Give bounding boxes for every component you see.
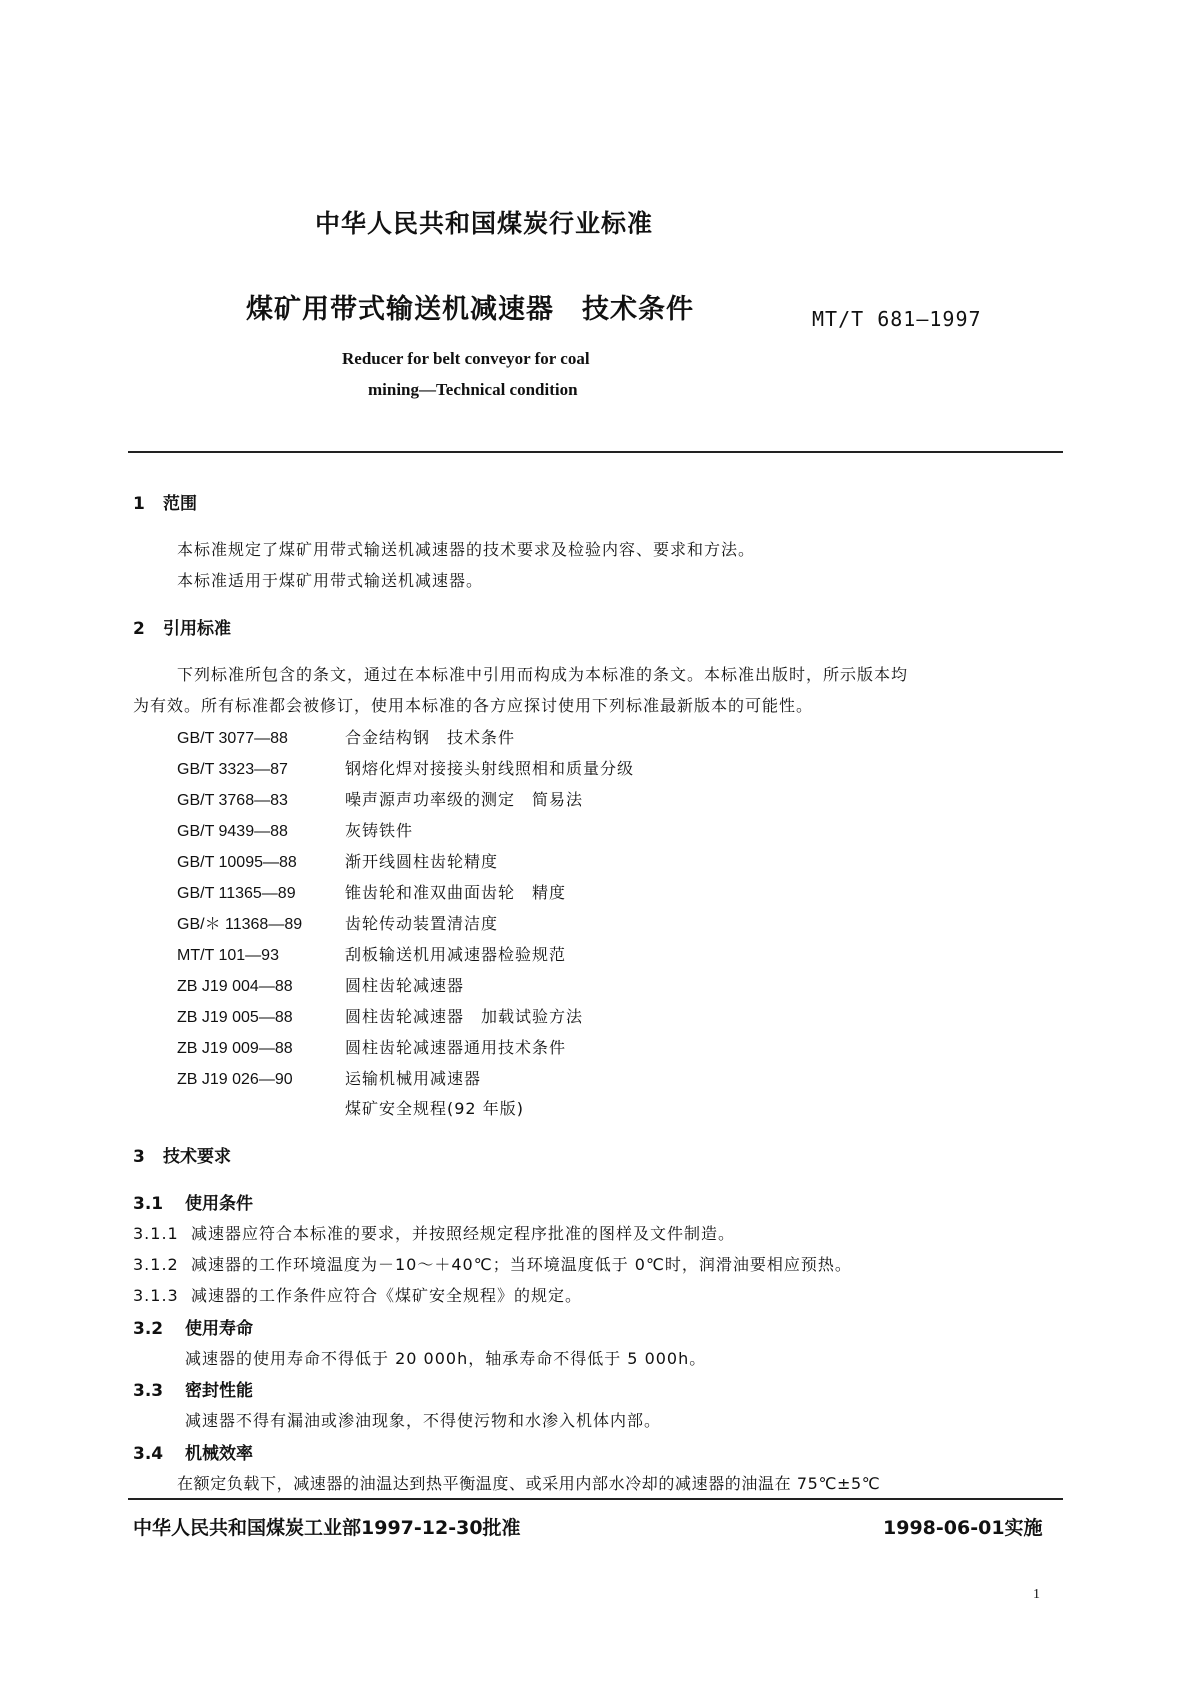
- reference-code: GB/T 3768—83: [177, 792, 288, 809]
- approval-line: 中华人民共和国煤炭工业部1997-12-30批准: [133, 1517, 521, 1539]
- clause-text: 减速器的工作条件应符合《煤矿安全规程》的规定。: [191, 1286, 583, 1305]
- reference-name: 渐开线圆柱齿轮精度: [345, 852, 499, 871]
- reference-name: 锥齿轮和准双曲面齿轮 精度: [345, 883, 567, 902]
- english-title-line1: Reducer for belt conveyor for coal: [342, 349, 590, 368]
- reference-item: [177, 849, 498, 872]
- paragraph: 减速器不得有漏油或渗油现象，不得使污物和水渗入机体内部。: [185, 1411, 662, 1430]
- footer-divider: [128, 1498, 1063, 1500]
- section-title: 范围: [163, 494, 197, 514]
- reference-name: 圆柱齿轮减速器 加载试验方法: [345, 1007, 584, 1026]
- section-number: 3: [133, 1147, 145, 1167]
- reference-item: [177, 880, 566, 903]
- reference-item: [177, 818, 413, 841]
- reference-name: 齿轮传动装置清洁度: [345, 914, 499, 933]
- reference-code: GB/T 3323—87: [177, 761, 288, 778]
- reference-code: GB/T 10095—88: [177, 854, 297, 871]
- english-title-line2: mining—Technical condition: [368, 380, 578, 399]
- section-number: 1: [133, 494, 145, 514]
- effective-date: 1998-06-01实施: [883, 1517, 1043, 1539]
- section-2-heading: [133, 614, 231, 639]
- page-number: 1: [1033, 1587, 1040, 1602]
- reference-name: 灰铸铁件: [345, 821, 414, 840]
- standard-code: MT/T 681—1997: [812, 307, 982, 331]
- section-title: 技术要求: [163, 1147, 231, 1167]
- reference-name: 运输机械用减速器: [345, 1069, 482, 1088]
- clause-text: 减速器应符合本标准的要求，并按照经规定程序批准的图样及文件制造。: [191, 1224, 736, 1243]
- reference-name: 圆柱齿轮减速器: [345, 976, 465, 995]
- reference-item: [177, 1066, 481, 1089]
- reference-name: 圆柱齿轮减速器通用技术条件: [345, 1038, 567, 1057]
- reference-name: 钢熔化焊对接接头射线照相和质量分级: [345, 759, 635, 778]
- reference-item: [177, 787, 583, 810]
- header-divider: [128, 451, 1063, 453]
- reference-item: [177, 1035, 566, 1058]
- subsection-number: 3.2: [133, 1319, 164, 1339]
- subsection-3-2-heading: [133, 1314, 253, 1339]
- reference-item: [177, 1096, 524, 1119]
- subsection-3-3-heading: [133, 1376, 253, 1401]
- subsection-title: 使用条件: [185, 1194, 253, 1214]
- subsection-number: 3.4: [133, 1444, 164, 1464]
- section-title: 引用标准: [163, 619, 231, 639]
- reference-name: 煤矿安全规程(92 年版): [345, 1099, 524, 1118]
- subsection-title: 密封性能: [185, 1381, 253, 1401]
- reference-code: ZB J19 004—88: [177, 978, 293, 995]
- subsection-3-4-heading: [133, 1439, 253, 1464]
- clause-text: 减速器的工作环境温度为－10～＋40℃；当环境温度低于 0℃时，润滑油要相应预热。: [191, 1255, 852, 1274]
- clause-number: 3.1.2: [133, 1255, 179, 1274]
- standard-category: 中华人民共和国煤炭行业标准: [315, 209, 654, 238]
- document-title: 煤矿用带式输送机减速器 技术条件: [246, 294, 694, 325]
- reference-item: [177, 973, 464, 996]
- reference-name: 合金结构钢 技术条件: [345, 728, 516, 747]
- reference-item: [177, 911, 498, 934]
- reference-item: [177, 725, 515, 748]
- reference-code: ZB J19 026—90: [177, 1071, 293, 1088]
- reference-code: ZB J19 005—88: [177, 1009, 293, 1026]
- reference-name: 噪声源声功率级的测定 简易法: [345, 790, 584, 809]
- reference-code: GB/T 9439—88: [177, 823, 288, 840]
- reference-item: [177, 1004, 583, 1027]
- paragraph: 为有效。所有标准都会被修订，使用本标准的各方应探讨使用下列标准最新版本的可能性。: [133, 696, 814, 715]
- section-number: 2: [133, 619, 145, 639]
- paragraph: 下列标准所包含的条文，通过在本标准中引用而构成为本标准的条文。本标准出版时，所示版本均: [177, 665, 909, 684]
- clause-number: 3.1.1: [133, 1224, 179, 1243]
- reference-code: GB/T 11365—89: [177, 885, 296, 902]
- paragraph: 减速器的使用寿命不得低于 20 000h，轴承寿命不得低于 5 000h。: [185, 1349, 707, 1368]
- reference-code: GB/T 3077—88: [177, 730, 288, 747]
- paragraph: 在额定负载下，减速器的油温达到热平衡温度、或采用内部水冷却的减速器的油温在 75℃±5℃: [177, 1474, 881, 1493]
- subsection-title: 机械效率: [185, 1444, 253, 1464]
- clause-3-1-1: [133, 1221, 735, 1244]
- subsection-number: 3.3: [133, 1381, 164, 1401]
- section-3-heading: [133, 1142, 231, 1167]
- paragraph: 本标准规定了煤矿用带式输送机减速器的技术要求及检验内容、要求和方法。: [177, 540, 756, 559]
- clause-3-1-3: [133, 1283, 582, 1306]
- reference-code: MT/T 101—93: [177, 947, 279, 964]
- clause-number: 3.1.3: [133, 1286, 179, 1305]
- clause-3-1-2: [133, 1252, 852, 1275]
- reference-code: ZB J19 009—88: [177, 1040, 293, 1057]
- reference-name: 刮板输送机用减速器检验规范: [345, 945, 567, 964]
- subsection-3-1-heading: [133, 1189, 253, 1214]
- subsection-title: 使用寿命: [185, 1319, 253, 1339]
- subsection-number: 3.1: [133, 1194, 164, 1214]
- section-1-heading: [133, 489, 197, 514]
- reference-item: [177, 942, 566, 965]
- paragraph: 本标准适用于煤矿用带式输送机减速器。: [177, 571, 484, 590]
- reference-code: GB/＊ 11368—89: [177, 916, 303, 933]
- reference-item: [177, 756, 634, 779]
